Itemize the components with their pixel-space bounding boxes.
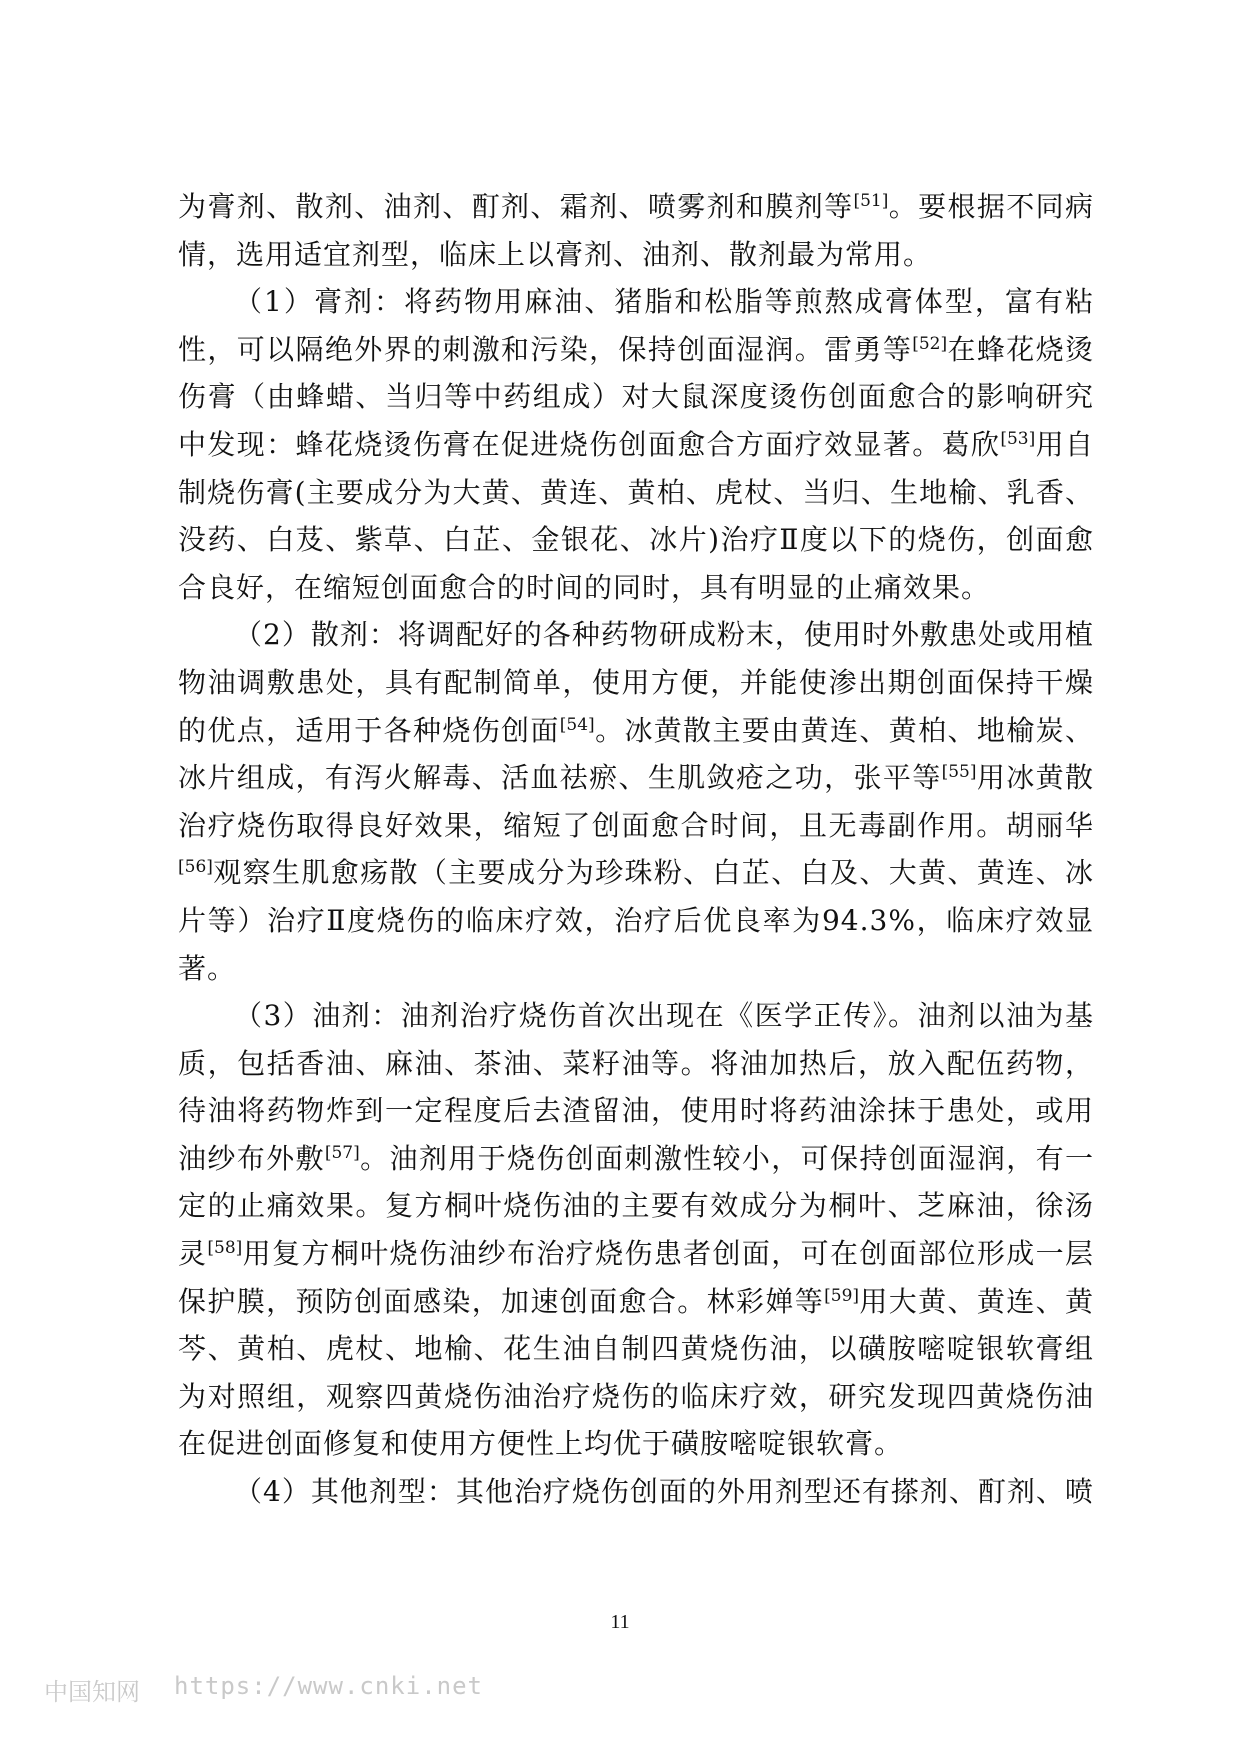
text-run: 用自制烧伤膏(主要成分为大黄、黄连、黄柏、虎杖、当归、生地榆、乳香、没药、白芨、紫草、白芷、金银花、冰片)治疗Ⅱ度以下的烧伤，创面愈合良好，在缩短创面愈合的时间的同时，具有明显的止痛效果。 bbox=[178, 427, 1094, 604]
text-run: （1）膏剂：将药物用麻油、猪脂和松脂等煎熬成膏体型，富有粘性，可以隔绝外界的刺激和污染，保持创面湿润。雷勇等 bbox=[178, 285, 1094, 366]
watermark-site-name: 中国知网 bbox=[44, 1678, 140, 1706]
paragraph bbox=[178, 1468, 1094, 1516]
text-run: 。油剂用于烧伤创面刺激性较小，可保持创面湿润，有一定的止痛效果。复方桐叶烧伤油的主要有效成分为桐叶、芝麻油，徐汤灵 bbox=[178, 1141, 1094, 1271]
citation-ref: [59] bbox=[824, 1285, 860, 1306]
citation-ref: [51] bbox=[853, 191, 889, 211]
page-number: 11 bbox=[610, 1611, 630, 1633]
citation-ref: [56] bbox=[178, 857, 213, 878]
citation-ref: [57] bbox=[324, 1142, 360, 1163]
paragraph bbox=[178, 611, 1094, 992]
watermark bbox=[44, 1672, 483, 1707]
text-run: （4）其他剂型：其他治疗烧伤创面的外用剂型还有搽剂、酊剂、喷 bbox=[234, 1475, 1094, 1509]
citation-ref: [58] bbox=[207, 1238, 243, 1259]
text-run: 。冰黄散主要由黄连、黄柏、地榆炭、冰片组成，有泻火解毒、活血祛瘀、生肌敛疮之功，张平等 bbox=[178, 713, 1094, 795]
paragraph bbox=[178, 992, 1094, 1468]
text-run: （2）散剂：将调配好的各种药物研成粉末，使用时外敷患处或用植物油调敷患处，具有配制简单，使用方便，并能使渗出期创面保持干燥的优点，适用于各种烧伤创面 bbox=[178, 618, 1094, 747]
text-run: 。要根据不同病情，选用适宜剂型，临床上以膏剂、油剂、散剂最为常用。 bbox=[178, 190, 1094, 271]
text-run: 用复方桐叶烧伤油纱布治疗烧伤患者创面，可在创面部位形成一层保护膜，预防创面感染，加速创面愈合。林彩婵等 bbox=[178, 1237, 1094, 1318]
citation-ref: [54] bbox=[559, 714, 595, 735]
citation-ref: [52] bbox=[912, 333, 948, 354]
text-run: （3）油剂：油剂治疗烧伤首次出现在《医学正传》。油剂以油为基质，包括香油、麻油、茶油、菜籽油等。将油加热后，放入配伍药物，待油将药物炸到一定程度后去渣留油，使用时将药油涂抹于患处，或用油纱布外敷 bbox=[178, 999, 1094, 1175]
paragraph bbox=[178, 183, 1094, 278]
page-body bbox=[178, 183, 1094, 1516]
text-run: 用冰黄散治疗烧伤取得良好效果，缩短了创面愈合时间，且无毒副作用。胡丽华 bbox=[178, 761, 1094, 842]
paragraph bbox=[178, 278, 1094, 611]
text-run: 用大黄、黄连、黄芩、黄柏、虎杖、地榆、花生油自制四黄烧伤油，以磺胺嘧啶银软膏组为对照组，观察四黄烧伤油治疗烧伤的临床疗效，研究发现四黄烧伤油在促进创面修复和使用方便性上均优于磺胺嘧啶银软膏。 bbox=[178, 1284, 1094, 1461]
citation-ref: [53] bbox=[1000, 428, 1036, 449]
text-run: 观察生肌愈疡散（主要成分为珍珠粉、白芷、白及、大黄、黄连、冰片等）治疗Ⅱ度烧伤的临床疗效，治疗后优良率为94.3%，临床疗效显著。 bbox=[178, 856, 1094, 985]
text-run: 在蜂花烧烫伤膏（由蜂蜡、当归等中药组成）对大鼠深度烫伤创面愈合的影响研究中发现：蜂花烧烫伤膏在促进烧伤创面愈合方面疗效显著。葛欣 bbox=[178, 332, 1094, 461]
text-run: 为膏剂、散剂、油剂、酊剂、霜剂、喷雾剂和膜剂等 bbox=[178, 190, 854, 223]
citation-ref: [55] bbox=[941, 762, 977, 783]
watermark-url: https://www.cnki.net bbox=[174, 1672, 483, 1700]
